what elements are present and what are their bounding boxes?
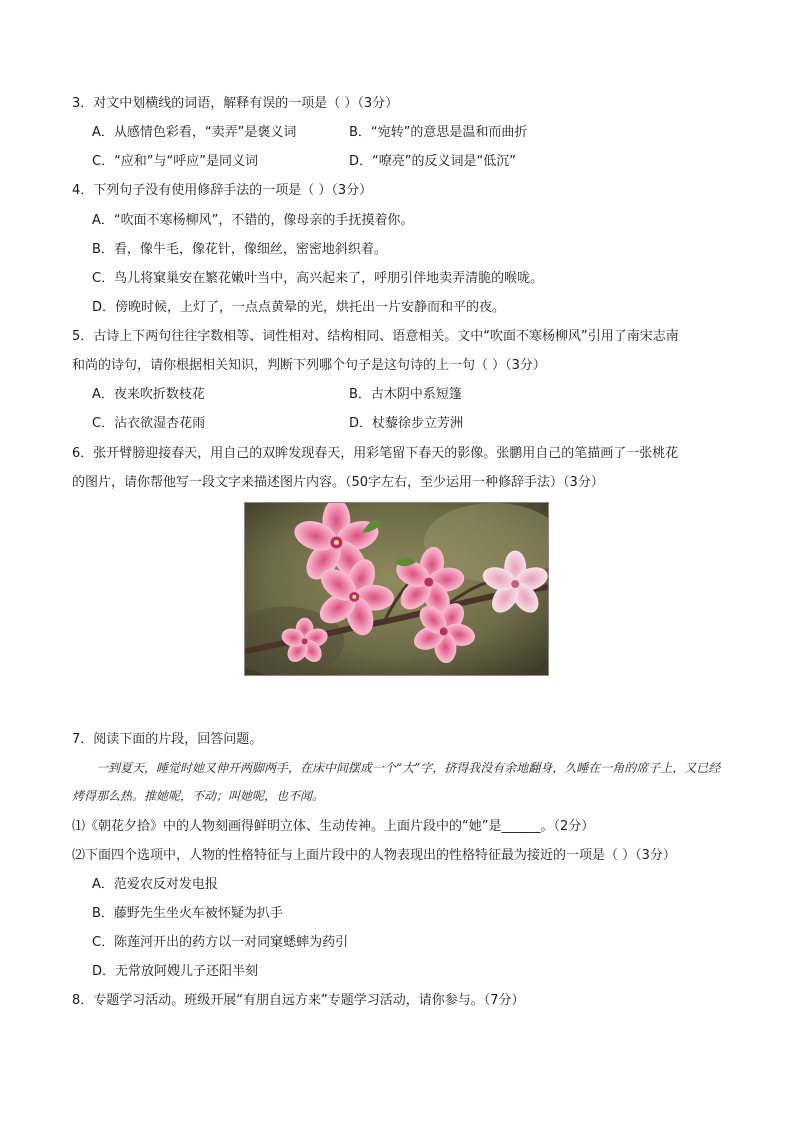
question-3-option-b: B．“宛转”的意思是温和而曲折 [349, 125, 528, 140]
question-5-option-a: A．夜来吹折数枝花 [92, 387, 205, 402]
peach-blossom-illustration [245, 503, 548, 675]
question-7-sub-1: ⑴《朝花夕拾》中的人物刻画得鲜明立体、生动传神。上面片段中的“她”是______。（2分） [72, 819, 595, 834]
question-4-option-b: B．看，像牛毛，像花针，像细丝，密密地斜织着。 [92, 242, 387, 257]
peach-blossom-photo [244, 502, 549, 676]
question-3-stem: 3．对文中划横线的词语，解释有误的一项是（ ）（3分） [72, 96, 399, 111]
question-5-option-b: B．古木阴中系短篷 [349, 387, 462, 402]
question-4-option-d: D．傍晚时候，上灯了，一点点黄晕的光，烘托出一片安静而和平的夜。 [92, 300, 506, 315]
question-5-stem-line-1: 5．古诗上下两句往往字数相等、词性相对、结构相同、语意相关。文中“吹面不寒杨柳风”引用了南宋志南 [72, 329, 679, 344]
question-5-option-d: D．杖藜徐步立芳洲 [349, 416, 464, 431]
question-4-option-a: A．“吹面不寒杨柳风”，不错的，像母亲的手抚摸着你。 [92, 213, 414, 228]
question-5-stem-line-2: 和尚的诗句，请你根据相关知识，判断下列哪个句子是这句诗的上一句（ ）（3分） [72, 358, 546, 373]
question-7-option-a: A．范爱农反对发电报 [92, 877, 218, 892]
question-4-stem: 4．下列句子没有使用修辞手法的一项是（ ）（3分） [72, 183, 373, 198]
question-7-option-d: D．无常放阿嫂儿子还阳半刻 [92, 964, 259, 979]
question-4-option-c: C．鸟儿将窠巢安在繁花嫩叶当中，高兴起来了，呼朋引伴地卖弄清脆的喉咙。 [92, 271, 544, 286]
question-7-sub-2: ⑵下面四个选项中，人物的性格特征与上面片段中的人物表现出的性格特征最为接近的一项是（ ）（3分） [72, 848, 676, 863]
question-7-option-b: B．藤野先生坐火车被怀疑为扒手 [92, 906, 283, 921]
question-7-stem: 7．阅读下面的片段，回答问题。 [72, 732, 263, 747]
question-3-option-d: D．“嘹亮”的反义词是“低沉” [349, 154, 516, 169]
question-6-stem-line-1: 6．张开臂膀迎接春天，用自己的双眸发现春天，用彩笔留下春天的影像。张鹏用自己的笔描画了一张桃花 [72, 446, 679, 461]
question-8-stem: 8．专题学习活动。班级开展“有朋自远方来”专题学习活动，请你参与。（7分） [72, 993, 525, 1008]
question-5-option-c: C．沾衣欲湿杏花雨 [92, 416, 206, 431]
question-6-stem-line-2: 的图片，请你帮他写一段文字来描述图片内容。（50字左右，至少运用一种修辞手法）（3分） [72, 475, 604, 490]
question-3-option-a: A．从感情色彩看，“卖弄”是褒义词 [92, 125, 297, 140]
question-7-passage: 一到夏天，睡觉时她又伸开两脚两手，在床中间摆成一个“大”字，挤得我没有余地翻身，久睡在一角的席子上，又已经烤得那么热。推她呢，不动；叫她呢，也不闻。 [72, 761, 721, 803]
question-7-option-c: C．陈莲河开出的药方以一对同窠蟋蟀为药引 [92, 935, 349, 950]
question-3-option-c: C．“应和”与“呼应”是同义词 [92, 154, 259, 169]
